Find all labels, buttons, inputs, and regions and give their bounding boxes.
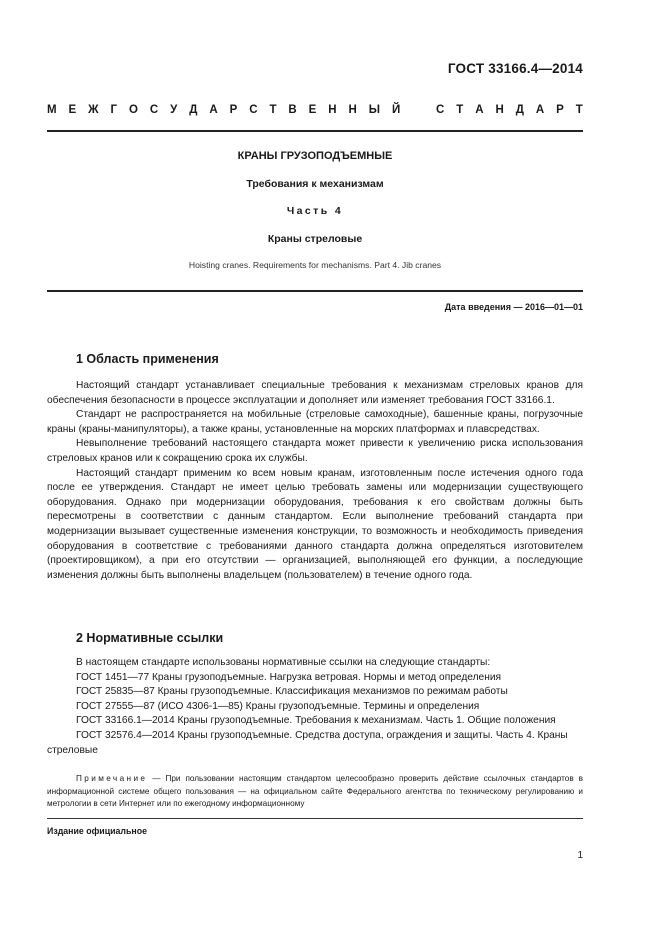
banner-letter: М [47,104,57,116]
banner-letter: А [535,104,545,116]
top-divider [47,130,583,132]
references-intro: В настоящем стандарте использованы нормативные ссылки на следующие стандарты: [76,657,491,668]
banner-letter: О [128,104,138,116]
document-subtitle: Требования к механизмам [246,178,384,190]
page-number: 1 [577,850,583,861]
title-divider [47,290,583,292]
gost-code: ГОСТ 33166.4—2014 [447,61,583,76]
section-2-heading: 2 Нормативные ссылки [76,631,224,645]
note-label: Примечание [76,774,148,783]
banner-letter: Ж [88,104,99,116]
banner-letter: Е [308,104,317,116]
banner-letter: Д [515,104,524,116]
reference-item: ГОСТ 25835—87 Краны грузоподъемные. Классификация механизмов по режимам работы [76,686,508,698]
footer-divider [47,818,583,819]
edition-label: Издание официальное [47,826,147,836]
banner-letter: Д [189,104,198,116]
banner-letter: Н [328,104,337,116]
paragraph: Невыполнение требований настоящего стандарта может привести к увеличению риска использования стреловых кранов или к сокращению срока их службы. [47,438,583,464]
introduction-date: Дата введения — 2016—01—01 [444,302,583,312]
banner-letter: А [475,104,484,116]
banner-letter: А [209,104,218,116]
banner-letter: Т [456,104,464,116]
banner-letter: У [170,104,178,116]
paragraph: Настоящий стандарт устанавливает специальные требования к механизмам стреловых кранов для обеспечения безопасности в процессе эксплуатации и дополняет или изменяет требования ГОСТ 33166.1. [47,380,583,406]
reference-item: ГОСТ 27555—87 (ИСО 4306-1—85) Краны грузоподъемные. Термины и определения [76,700,480,712]
interstate-standard-banner [47,104,583,116]
banner-letter: Т [575,104,583,116]
banner-letter: С [249,104,258,116]
banner-letter: Г [110,104,118,116]
section-1-heading: 1 Область применения [76,352,219,366]
banner-letter: Е [68,104,77,116]
note-block [47,773,583,811]
banner-letter: Т [269,104,277,116]
banner-letter: Ы [368,104,381,116]
document-part: Часть 4 [286,205,344,217]
paragraph: Стандарт не распространяется на мобильные (стреловые самоходные), башенные краны, погрузочные краны (краны-манипуляторы), а также краны, установленные на морских платформах и плавсредствах. [47,409,583,435]
note-text: — При пользовании настоящим стандартом целесообразно проверить действие ссылочных стандартов в информационной системе общего пользования — на официальном сайте Федерального агентства по техническому регулированию и метрологии в сети Интернет или по ежегодному информационному [47,774,583,809]
section-2-body [47,656,583,758]
banner-letter: Р [556,104,564,116]
section-1-body [47,379,583,583]
banner-letter: С [149,104,159,116]
document-part-title: Краны стреловые [267,233,363,245]
banner-letter: Р [229,104,238,116]
paragraph: Настоящий стандарт применим ко всем новым кранам, изготовленным после истечения одного года после ее утверждения. Стандарт не имеет целью требовать замены или модернизации существующего оборудования. Однако при модернизации оборудования, требования к его свойствам должны быть пересмотрены в соответствии с данным стандартом. Если выполнение требований стандарта при модернизации вызывает существенные изменения конструкции, то возможность и необходимость приведения оборудования в соответствие с требованиями данного стандарта должна определяться изготовителем (проектировщиком), а при его отсутствии — организацией, выполняющей его функции, а последующие изменения должны быть выполнены владельцем (пользователем) в течение одного года. [47,467,583,581]
banner-letter: С [436,104,445,116]
banner-letter: Н [348,104,357,116]
banner-letter: Й [391,104,401,116]
reference-item: ГОСТ 1451—77 Краны грузоподъемные. Нагрузка ветровая. Нормы и метод определения [76,671,502,683]
reference-item: ГОСТ 33166.1—2014 Краны грузоподъемные. Требования к механизмам. Часть 1. Общие положения [76,715,556,727]
english-title: Hoisting cranes. Requirements for mechanisms. Part 4. Jib cranes [188,260,442,270]
reference-item: ГОСТ 32576.4—2014 Краны грузоподъемные. Средства доступа, ограждения и защиты. Часть 4. Краны стреловые [47,729,568,756]
document-title: КРАНЫ ГРУЗОПОДЪЕМНЫЕ [237,150,393,162]
banner-letter: Н [495,104,504,116]
banner-letter: В [288,104,297,116]
